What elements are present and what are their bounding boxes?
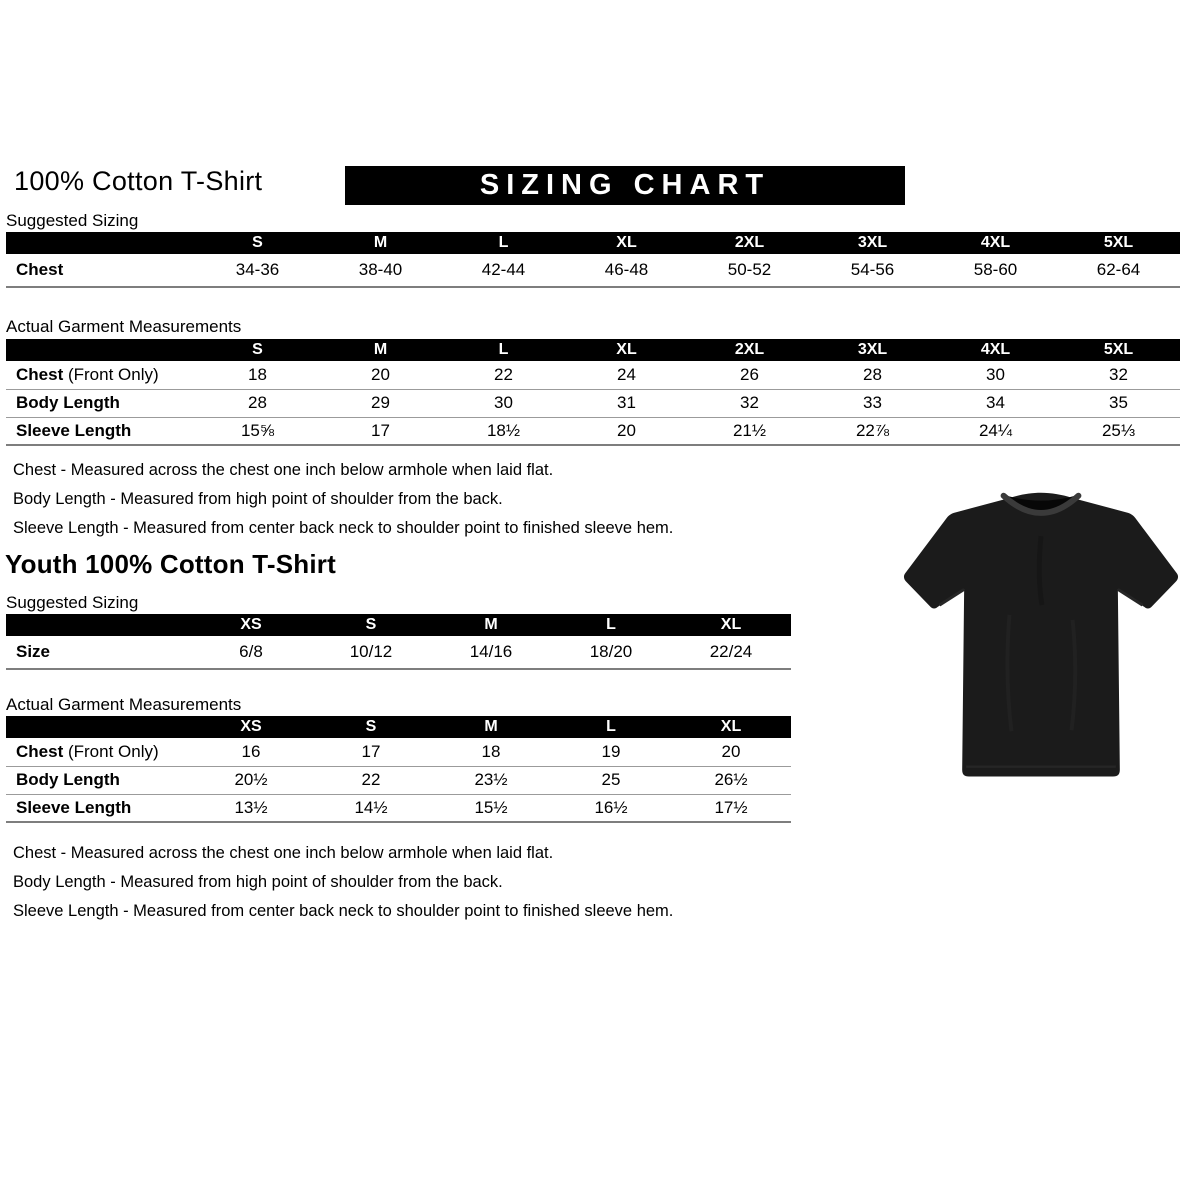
adult-suggested-sizing-label: Suggested Sizing — [6, 211, 139, 230]
row-label: Size — [6, 636, 191, 669]
row-label: Sleeve Length — [6, 417, 196, 445]
size-column-header: L — [442, 339, 565, 361]
measurement-cell: 24 — [565, 361, 688, 389]
size-column-header: M — [319, 232, 442, 254]
measurement-cell: 34-36 — [196, 254, 319, 287]
measurement-cell: 32 — [1057, 361, 1180, 389]
measurement-cell: 30 — [934, 361, 1057, 389]
measurement-cell: 32 — [688, 389, 811, 417]
size-column-header: M — [319, 339, 442, 361]
youth-title: Youth 100% Cotton T-Shirt — [5, 549, 336, 579]
note-chest: Chest - Measured across the chest one inch below armhole when laid flat. — [13, 461, 554, 479]
corner-cell — [6, 614, 191, 636]
size-column-header: 2XL — [688, 339, 811, 361]
measurement-cell: 54-56 — [811, 254, 934, 287]
size-column-header: XL — [565, 232, 688, 254]
row-label-text: Chest — [16, 741, 64, 761]
row-label: Sleeve Length — [6, 794, 191, 822]
adult-actual-measurements-table — [6, 339, 1180, 446]
size-column-header: XL — [565, 339, 688, 361]
measurement-cell: 23½ — [431, 766, 551, 794]
table-row — [6, 738, 791, 766]
youth-suggested-sizing-label: Suggested Sizing — [6, 593, 139, 612]
size-column-header: 2XL — [688, 232, 811, 254]
youth-measurement-notes — [13, 843, 673, 930]
corner-cell — [6, 339, 196, 361]
measurement-cell: 22 — [442, 361, 565, 389]
size-header-row — [6, 232, 1180, 254]
measurement-cell: 33 — [811, 389, 934, 417]
measurement-cell: 18½ — [442, 417, 565, 445]
measurement-cell: 14½ — [311, 794, 431, 822]
measurement-cell: 58-60 — [934, 254, 1057, 287]
size-header-row — [6, 339, 1180, 361]
size-column-header: L — [442, 232, 565, 254]
measurement-cell: 35 — [1057, 389, 1180, 417]
measurement-cell: 28 — [811, 361, 934, 389]
size-column-header: 4XL — [934, 339, 1057, 361]
row-label: Body Length — [6, 766, 191, 794]
measurement-cell: 26½ — [671, 766, 791, 794]
sizing-chart-banner: SIZING CHART — [345, 166, 905, 205]
size-column-header: 5XL — [1057, 339, 1180, 361]
measurement-cell: 15½ — [431, 794, 551, 822]
measurement-cell: 29 — [319, 389, 442, 417]
row-label — [6, 361, 196, 389]
measurement-cell: 21½ — [688, 417, 811, 445]
measurement-cell: 28 — [196, 389, 319, 417]
size-column-header: XS — [191, 716, 311, 738]
adult-actual-measurements-label: Actual Garment Measurements — [6, 317, 242, 336]
measurement-cell: 25⅓ — [1057, 417, 1180, 445]
measurement-cell: 17 — [319, 417, 442, 445]
measurement-cell: 46-48 — [565, 254, 688, 287]
measurement-cell: 25 — [551, 766, 671, 794]
measurement-cell: 17½ — [671, 794, 791, 822]
table-row — [6, 417, 1180, 445]
tshirt-body — [904, 493, 1178, 777]
measurement-cell: 17 — [311, 738, 431, 766]
table-row — [6, 794, 791, 822]
measurement-cell: 62-64 — [1057, 254, 1180, 287]
size-column-header: XL — [671, 716, 791, 738]
row-label-suffix: (Front Only) — [63, 741, 159, 761]
size-column-header: S — [196, 339, 319, 361]
row-label-text: Chest — [16, 364, 64, 384]
table-row — [6, 361, 1180, 389]
size-column-header: S — [311, 716, 431, 738]
measurement-cell: 31 — [565, 389, 688, 417]
measurement-cell: 6/8 — [191, 636, 311, 669]
note-chest: Chest - Measured across the chest one inch below armhole when laid flat. — [13, 844, 554, 862]
size-column-header: S — [311, 614, 431, 636]
size-column-header: 3XL — [811, 339, 934, 361]
product-title: 100% Cotton T-Shirt — [14, 166, 263, 196]
measurement-cell: 38-40 — [319, 254, 442, 287]
youth-actual-measurements-table — [6, 716, 791, 823]
size-column-header: 3XL — [811, 232, 934, 254]
note-sleeve-length: Sleeve Length - Measured from center back neck to shoulder point to finished sleeve hem. — [13, 902, 674, 920]
table-row — [6, 636, 791, 669]
row-label — [6, 738, 191, 766]
tshirt-wrinkle — [1039, 536, 1042, 605]
measurement-cell: 50-52 — [688, 254, 811, 287]
row-label: Body Length — [6, 389, 196, 417]
measurement-cell: 15⅝ — [196, 417, 319, 445]
measurement-cell: 24¼ — [934, 417, 1057, 445]
measurement-cell: 22 — [311, 766, 431, 794]
note-body-length: Body Length - Measured from high point of shoulder from the back. — [13, 873, 503, 891]
table-row — [6, 766, 791, 794]
table-row — [6, 389, 1180, 417]
size-column-header: S — [196, 232, 319, 254]
measurement-cell: 26 — [688, 361, 811, 389]
size-column-header: M — [431, 614, 551, 636]
measurement-cell: 18 — [431, 738, 551, 766]
corner-cell — [6, 716, 191, 738]
measurement-cell: 30 — [442, 389, 565, 417]
measurement-cell: 34 — [934, 389, 1057, 417]
measurement-cell: 16½ — [551, 794, 671, 822]
size-column-header: M — [431, 716, 551, 738]
measurement-cell: 20 — [565, 417, 688, 445]
note-sleeve-length: Sleeve Length - Measured from center back neck to shoulder point to finished sleeve hem. — [13, 519, 674, 537]
row-label-suffix: (Front Only) — [63, 364, 159, 384]
size-column-header: XL — [671, 614, 791, 636]
measurement-cell: 22/24 — [671, 636, 791, 669]
note-body-length: Body Length - Measured from high point of shoulder from the back. — [13, 490, 503, 508]
youth-suggested-sizing-table — [6, 614, 791, 670]
size-column-header: 4XL — [934, 232, 1057, 254]
measurement-cell: 42-44 — [442, 254, 565, 287]
table-row — [6, 254, 1180, 287]
row-label: Chest — [6, 254, 196, 287]
measurement-cell: 16 — [191, 738, 311, 766]
size-column-header: L — [551, 716, 671, 738]
measurement-cell: 20 — [319, 361, 442, 389]
size-column-header: 5XL — [1057, 232, 1180, 254]
corner-cell — [6, 232, 196, 254]
measurement-cell: 20 — [671, 738, 791, 766]
measurement-cell: 10/12 — [311, 636, 431, 669]
size-header-row — [6, 716, 791, 738]
adult-suggested-sizing-table — [6, 232, 1180, 288]
youth-actual-measurements-label: Actual Garment Measurements — [6, 695, 242, 714]
adult-measurement-notes — [13, 460, 673, 547]
tshirt-image — [892, 477, 1190, 812]
measurement-cell: 18 — [196, 361, 319, 389]
size-header-row — [6, 614, 791, 636]
size-column-header: L — [551, 614, 671, 636]
size-column-header: XS — [191, 614, 311, 636]
measurement-cell: 20½ — [191, 766, 311, 794]
measurement-cell: 18/20 — [551, 636, 671, 669]
measurement-cell: 22⅞ — [811, 417, 934, 445]
measurement-cell: 14/16 — [431, 636, 551, 669]
measurement-cell: 19 — [551, 738, 671, 766]
measurement-cell: 13½ — [191, 794, 311, 822]
